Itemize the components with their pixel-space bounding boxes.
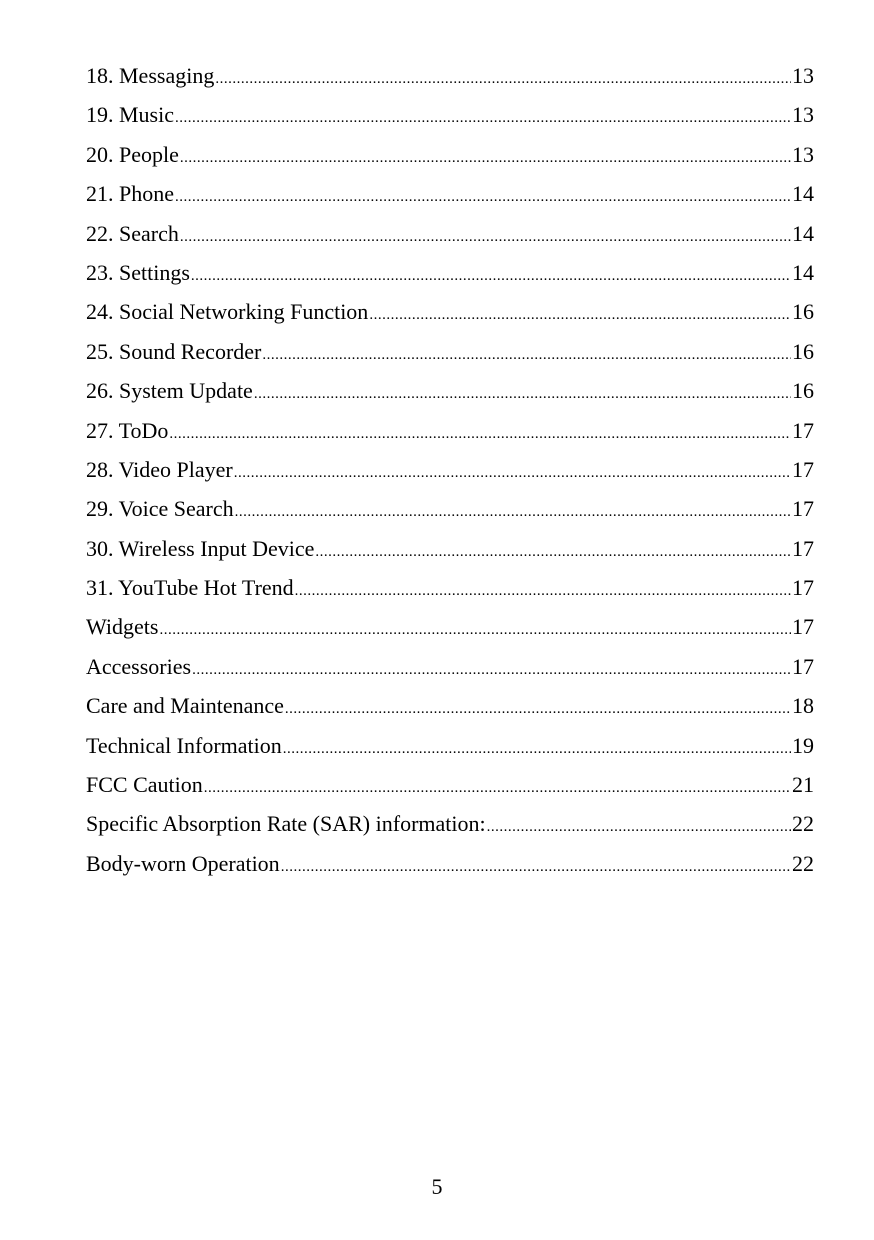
toc-entry-title: 22. Search bbox=[86, 220, 179, 246]
toc-entry[interactable] bbox=[86, 765, 814, 804]
toc-entry-page: 16 bbox=[792, 299, 814, 325]
toc-entry[interactable] bbox=[86, 607, 814, 646]
toc-entry-page: 17 bbox=[792, 417, 814, 443]
toc-entry-page: 16 bbox=[792, 338, 814, 364]
toc-entry[interactable] bbox=[86, 686, 814, 725]
toc-entry-title: 27. ToDo bbox=[86, 417, 169, 443]
toc-entry-page: 17 bbox=[792, 575, 814, 601]
toc-entry-title: 23. Settings bbox=[86, 259, 190, 285]
toc-leader-dots bbox=[175, 99, 791, 138]
toc-leader-dots bbox=[369, 296, 791, 335]
toc-entry-title: 24. Social Networking Function bbox=[86, 299, 369, 325]
toc-entry-page: 21 bbox=[792, 772, 814, 798]
toc-leader-dots bbox=[285, 690, 791, 729]
toc-leader-dots bbox=[235, 493, 791, 532]
toc-leader-dots bbox=[262, 336, 791, 375]
toc-leader-dots bbox=[487, 808, 791, 847]
toc-leader-dots bbox=[215, 60, 791, 99]
toc-entry[interactable] bbox=[86, 450, 814, 489]
toc-entry-page: 13 bbox=[792, 141, 814, 167]
toc-entry-title: Care and Maintenance bbox=[86, 693, 284, 719]
toc-entry[interactable] bbox=[86, 844, 814, 883]
toc-entry-page: 16 bbox=[792, 378, 814, 404]
toc-entry-page: 14 bbox=[792, 181, 814, 207]
toc-entry[interactable] bbox=[86, 489, 814, 528]
toc-entry[interactable] bbox=[86, 135, 814, 174]
toc-entry[interactable] bbox=[86, 253, 814, 292]
toc-entry-page: 14 bbox=[792, 259, 814, 285]
toc-entry-page: 17 bbox=[792, 456, 814, 482]
page-number: 5 bbox=[431, 1174, 443, 1199]
toc-entry-title: 26. System Update bbox=[86, 378, 253, 404]
toc-entry-page: 13 bbox=[792, 63, 814, 88]
toc-entry-title: 28. Video Player bbox=[86, 456, 233, 482]
toc-entry[interactable] bbox=[86, 214, 814, 253]
toc-leader-dots bbox=[295, 572, 791, 611]
toc-leader-dots bbox=[254, 375, 791, 414]
toc-entry[interactable] bbox=[86, 529, 814, 568]
toc-entry-title: 30. Wireless Input Device bbox=[86, 535, 315, 561]
toc-entry-title: Widgets bbox=[86, 614, 159, 640]
toc-entry-page: 17 bbox=[792, 535, 814, 561]
toc-entry-title: 31. YouTube Hot Trend bbox=[86, 575, 294, 601]
toc-entry-title: 25. Sound Recorder bbox=[86, 338, 262, 364]
toc-entry-title: Technical Information bbox=[86, 732, 282, 758]
toc-entry-title: FCC Caution bbox=[86, 772, 203, 798]
toc-entry-title: 21. Phone bbox=[86, 181, 174, 207]
toc-entry-page: 13 bbox=[792, 102, 814, 128]
toc-leader-dots bbox=[192, 651, 791, 690]
toc-entry-title: 18. Messaging bbox=[86, 63, 215, 88]
toc-entry[interactable] bbox=[86, 174, 814, 213]
toc-entry-title: Accessories bbox=[86, 653, 192, 679]
toc-entry[interactable] bbox=[86, 292, 814, 331]
toc-leader-dots bbox=[159, 611, 791, 650]
toc-entry[interactable] bbox=[86, 371, 814, 410]
toc-entry-page: 17 bbox=[792, 496, 814, 522]
toc-entry[interactable] bbox=[86, 332, 814, 371]
toc-entry-page: 19 bbox=[792, 732, 814, 758]
toc-leader-dots bbox=[169, 415, 791, 454]
toc-entry-title: Specific Absorption Rate (SAR) information: bbox=[86, 811, 486, 837]
toc-leader-dots bbox=[315, 533, 791, 572]
toc-leader-dots bbox=[180, 218, 791, 257]
toc-leader-dots bbox=[234, 454, 791, 493]
toc-leader-dots bbox=[191, 257, 791, 296]
toc-entry-page: 17 bbox=[792, 653, 814, 679]
toc-entry-title: 19. Music bbox=[86, 102, 174, 128]
toc-entry-page: 14 bbox=[792, 220, 814, 246]
table-of-contents bbox=[86, 56, 814, 883]
toc-entry-title: 29. Voice Search bbox=[86, 496, 234, 522]
toc-leader-dots bbox=[204, 769, 791, 808]
toc-leader-dots bbox=[283, 730, 791, 769]
toc-leader-dots bbox=[175, 178, 791, 217]
toc-entry[interactable] bbox=[86, 56, 814, 95]
toc-entry-title: Body-worn Operation bbox=[86, 850, 280, 876]
toc-entry[interactable] bbox=[86, 647, 814, 686]
toc-entry[interactable] bbox=[86, 95, 814, 134]
toc-leader-dots bbox=[281, 848, 791, 887]
toc-entry-page: 17 bbox=[792, 614, 814, 640]
toc-entry-title: 20. People bbox=[86, 141, 179, 167]
toc-entry-page: 22 bbox=[792, 850, 814, 876]
toc-leader-dots bbox=[180, 139, 791, 178]
toc-entry[interactable] bbox=[86, 568, 814, 607]
toc-entry-page: 22 bbox=[792, 811, 814, 837]
toc-entry-page: 18 bbox=[792, 693, 814, 719]
toc-entry[interactable] bbox=[86, 804, 814, 843]
toc-entry[interactable] bbox=[86, 726, 814, 765]
toc-entry[interactable] bbox=[86, 411, 814, 450]
